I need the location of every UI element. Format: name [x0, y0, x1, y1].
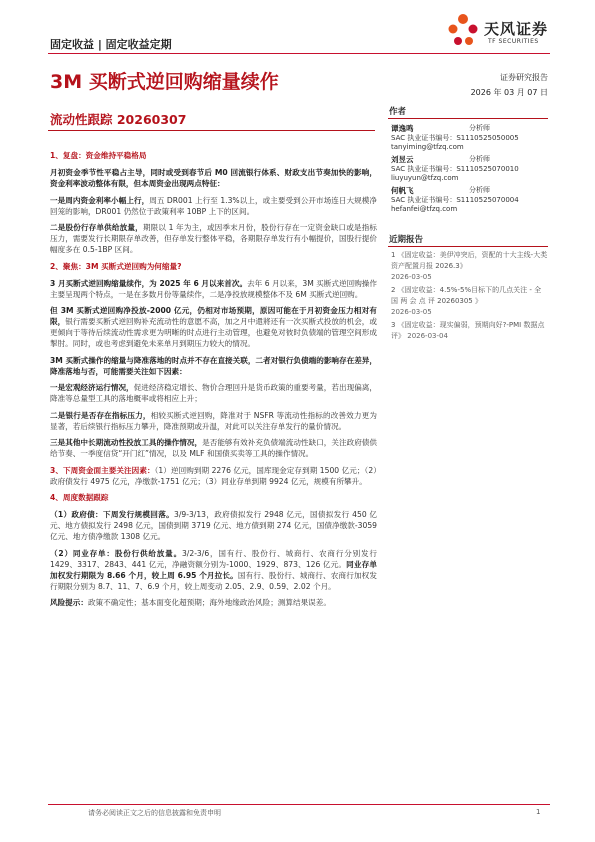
paragraph-text: 国有行、股份行、城商行、农商行加权发行期限分别为 8.7、11、7、6.9 个月，较上周变动 2.05、2.9、0.59、2.02 个月。 [50, 570, 378, 591]
page-number: 1 [536, 808, 541, 816]
related-report-title[interactable]: 1 《固定收益：美伊冲突后，资配的十大主线-大类资产配置月报 2026.3》 [391, 251, 548, 270]
related-report-title[interactable]: 2 《固定收益：4.5%-5%目标下的几点关注 - 全 国 两 会 点 评 20260305 》 [391, 286, 542, 305]
paragraph [50, 548, 377, 592]
author-role: 分析师 [469, 124, 490, 132]
paragraph-text: 期限以 1 年为主，或因季末月份，股份行存在一定资金缺口或是指标压力，需要发行长期限存单改善，但存单发行整体平稳，各期限存单发行有小幅提价，国股行提价幅度多在 0.5-1BP 区间。 [50, 223, 378, 254]
paragraph [50, 509, 377, 542]
paragraph-text: 促进经济稳定增长、物价合理回升是货币政策的重要考量，若出现偏离，降准等总量型工具的落地概率或将相应上升； [50, 383, 377, 403]
related-divider [388, 246, 548, 247]
paragraph-bold: 同业存单加权发行期限为 8.66 个月，较上周 6.95 个月拉长。 [50, 559, 377, 580]
paragraph [50, 355, 377, 377]
report-title: 3M 买断式逆回购缩量续作 [50, 71, 279, 93]
footer-divider [48, 804, 550, 805]
paragraph-bold: （2）同业存单：股份行供给放量。 [50, 548, 182, 558]
subtitle-divider [48, 130, 375, 131]
report-type: 证券研究报告 [500, 73, 548, 82]
related-report-item[interactable] [391, 250, 549, 283]
paragraph-bold: 二是银行是否存在指标压力， [50, 410, 151, 420]
paragraph-bold: 但 3M 买断式逆回购净投放-2000 亿元，仍相对市场预期，原因可能在于月初资金压力相对有限， [50, 306, 377, 326]
author-email[interactable]: hefanfei@tfzq.com [391, 205, 458, 213]
paragraph [50, 597, 377, 608]
author-name: 刘昱云 [391, 155, 414, 164]
paragraph-bold: 一是宏观经济运行情况， [50, 383, 134, 392]
paragraph-text: 银行需要买断式逆回购补充流动性的意愿不高，加之月中還將还有一次买断式投放的机会，或更倾向于等待后续流动性需求更为明晰的时点进行主动管理，也避免对彼时负债端的管理空间形成掣肘。同时，或也考虑到避免未来单月到期压力较大的情况。 [50, 317, 378, 348]
logo-subtext: TF SECURITIES [488, 38, 539, 45]
report-body [50, 150, 377, 614]
paragraph-text: 3/2-3/6，国有行、股份行、城商行、农商行分别发行 1429、3317、2843、441 亿元，净融资额分别为-1000、1929、873、126 亿元。 [50, 548, 377, 569]
related-report-title[interactable]: 3 《固定收益：现实偏弱，预期向好?-PMI 数据点评》 [391, 321, 545, 340]
related-reports-list [391, 250, 549, 344]
paragraph-bold: 三是其他中长期流动性投放工具的操作情况， [50, 438, 203, 447]
paragraph-lead: 月初资金季节性平稳占主导，同时或受到春节后 M0 回流银行体系、财政支出节奏加快的影响，资金利率波动整体有限，但本周资金出现两点特征： [50, 168, 377, 188]
section-heading: 4、周度数据跟踪 [50, 493, 109, 502]
paragraph-text: 周五 DR001 上行至 1.3%以上，或主要受到公开市场连日大规模净回笼的影响，DR001 仍然位于政策利率 10BP 上下的区间。 [50, 195, 378, 216]
author-role: 分析师 [469, 155, 490, 163]
disclaimer-note: 请务必阅读正文之后的信息披露和免责申明 [88, 809, 221, 817]
paragraph [50, 437, 377, 459]
header-divider [48, 53, 550, 54]
paragraph [50, 465, 377, 487]
paragraph-bold: 3M 买断式操作的缩量与降准落地的时点并不存在直接关联，二者对银行负债端的影响存在差异，降准落地与否，可能需要关注如下因素： [50, 355, 377, 376]
section-heading-inline: 3、下周资金面主要关注因素： [50, 465, 155, 475]
authors-divider [388, 118, 548, 119]
related-report-date: 2026-03-05 [391, 273, 432, 281]
report-category: 固定收益 | 固定收益定期 [50, 38, 172, 51]
logo-icon [444, 12, 482, 50]
paragraph-bold: 一是周内资金利率小幅上行， [50, 195, 150, 205]
related-report-date: 2026-03-04 [407, 332, 448, 340]
section-heading: 2、聚焦：3M 买断式逆回购为何缩量? [50, 261, 182, 271]
paragraph-bold: （1）政府债：下周发行规模回落。 [50, 510, 174, 519]
author-email[interactable]: tanyiming@tfzq.com [391, 143, 464, 151]
author-name: 何帆飞 [391, 186, 414, 195]
paragraph-text: 3/9-3/13，政府债拟发行 2948 亿元，国债拟发行 450 亿元、地方债拟发行 2498 亿元，国债到期 3719 亿元、地方债到期 274 亿元，国债净缴款-3059 亿元、地方债净缴款 1308 亿元。 [50, 510, 377, 541]
paragraph [50, 222, 377, 255]
author-card [391, 186, 551, 222]
paragraph-bold: 二是股份行存单供给放量， [50, 223, 143, 232]
section-heading: 1、复盘：资金维持平稳格局 [50, 151, 147, 160]
author-sac: SAC 执业证书编号：S1110525050005 [391, 133, 519, 142]
paragraph [50, 195, 377, 217]
related-report-item[interactable] [391, 285, 549, 318]
paragraph-text: 相较买断式逆回购，降准对于 NSFR 等流动性指标的改善效力更为显著，若后续银行指标压力攀升，降准预期或升温，对此可以关注存单发行的量价情况。 [50, 410, 377, 431]
paragraph-text: 去年 6 月以来，3M 买断式逆回购操作主要呈现两个特点，一是在多数月份等量续作，二是净投放规模整体不及 6M 买断式逆回购。 [50, 278, 377, 299]
risk-label: 风险提示： [50, 598, 88, 607]
logo-text: 天风证券 [484, 20, 549, 38]
related-report-date: 2026-03-05 [391, 308, 432, 316]
related-report-item[interactable] [391, 320, 549, 342]
author-sac: SAC 执业证书编号：S1110525070004 [391, 195, 519, 204]
risk-text: 政策不确定性；基本面变化超预期；海外地缘政治风险；测算结果误差。 [87, 598, 331, 607]
paragraph [50, 305, 377, 349]
company-logo [444, 12, 556, 52]
paragraph [50, 278, 377, 300]
paragraph [50, 410, 377, 432]
report-subtitle: 流动性跟踪 20260307 [50, 112, 187, 127]
author-role: 分析师 [469, 186, 490, 194]
author-name: 谭逸鸣 [391, 124, 414, 133]
paragraph [50, 167, 377, 189]
paragraph-bold: 3 月买断式逆回购缩量续作，为 2025 年 6 月以来首次。 [50, 278, 248, 288]
related-reports-heading: 近期报告 [389, 235, 424, 245]
author-sac: SAC 执业证书编号：S1110525070010 [391, 164, 519, 173]
paragraph-text: 是否能够有效补充负债端流动性缺口，关注政府债供给节奏、一季度信贷“开门红”情况，以及 MLF 和国债买卖等工具的操作情况。 [50, 438, 378, 458]
paragraph-text: （1）逆回购到期 2276 亿元，国库现金定存到期 1500 亿元；（2）政府债发行 4975 亿元，净缴款-1751 亿元；（3）同业存单到期 9924 亿元，规模有所攀升。 [50, 465, 377, 486]
paragraph [50, 382, 377, 404]
authors-heading: 作者 [389, 107, 407, 117]
report-date: 2026 年 03 月 07 日 [470, 88, 548, 97]
author-email[interactable]: liuyuyun@tfzq.com [391, 174, 459, 182]
